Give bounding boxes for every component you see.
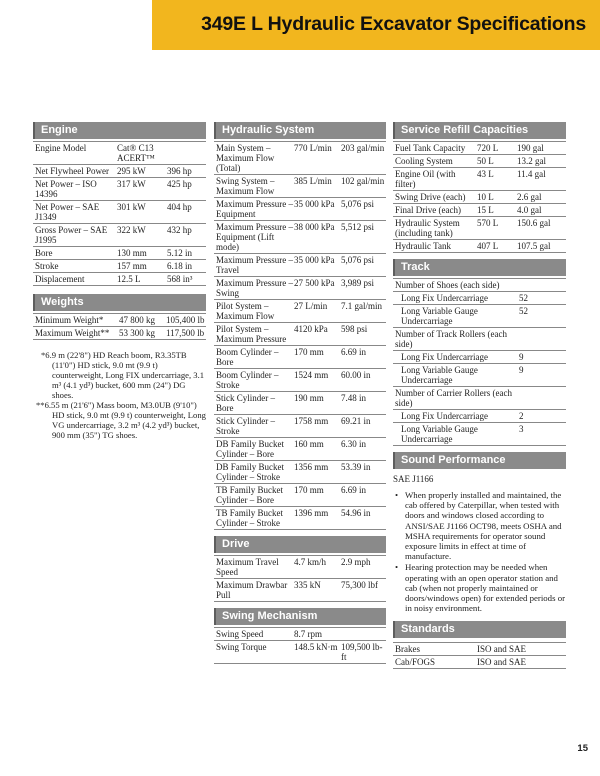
- drive-cell: Maximum Drawbar Pull: [214, 579, 294, 602]
- hydraulic-cell: Main System – Maximum Flow (Total): [214, 142, 294, 175]
- engine-cell: 322 kW: [117, 224, 167, 247]
- swing-table: [214, 627, 386, 664]
- engine-row: [33, 273, 206, 286]
- track-row: [393, 364, 566, 387]
- drive-cell: 4.7 km/h: [294, 556, 341, 579]
- refill-row: [393, 155, 566, 168]
- engine-cell: 157 mm: [117, 260, 167, 273]
- refill-cell: Hydraulic System (including tank): [393, 217, 477, 240]
- refill-cell: 50 L: [477, 155, 517, 168]
- refill-cell: 15 L: [477, 204, 517, 217]
- hydraulic-cell: 190 mm: [294, 392, 341, 415]
- engine-row: [33, 224, 206, 247]
- standards-cell: ISO and SAE: [477, 656, 566, 669]
- engine-cell: Engine Model: [33, 142, 117, 165]
- track-cell: Long Fix Undercarriage: [393, 351, 519, 364]
- weights-cell: Minimum Weight*: [33, 314, 119, 327]
- engine-cell: 295 kW: [117, 165, 167, 178]
- track-table: [393, 278, 566, 446]
- refill-cell: Hydraulic Tank: [393, 240, 477, 253]
- sound-bullets: [393, 490, 566, 613]
- track-cell: 9: [519, 364, 566, 387]
- engine-cell: Displacement: [33, 273, 117, 286]
- refill-cell: Swing Drive (each): [393, 191, 477, 204]
- hydraulic-cell: Maximum Pressure – Travel: [216, 255, 293, 275]
- engine-cell: 568 in³: [167, 273, 206, 286]
- refill-cell: 720 L: [477, 142, 517, 155]
- hydraulic-cell: 7.1 gal/min: [341, 300, 386, 323]
- hydraulic-cell: TB Family Bucket Cylinder – Bore: [214, 484, 294, 507]
- hydraulic-cell: 5,076 psi: [341, 198, 386, 221]
- refill-heading: Service Refill Capacities: [393, 122, 566, 139]
- standards-row: [393, 643, 566, 656]
- refill-cell: 570 L: [477, 217, 517, 240]
- sound-bullet-item: • Hearing protection may be needed when operating with an open operator station and cab (when not properly maintained or doors/windows open) for extended periods or in noisy environment.: [393, 562, 566, 613]
- weights-cell: 47 800 kg: [119, 314, 166, 327]
- refill-cell: 13.2 gal: [517, 155, 566, 168]
- swing-heading: Swing Mechanism: [214, 608, 386, 625]
- hydraulic-cell: 60.00 in: [341, 369, 386, 392]
- refill-cell: 190 gal: [517, 142, 566, 155]
- swing-row: [214, 628, 386, 641]
- hydraulic-row: [214, 369, 386, 392]
- track-cell: [519, 279, 566, 292]
- hydraulic-row: [214, 507, 386, 530]
- hydraulic-cell: Pilot System – Maximum Flow: [214, 300, 294, 323]
- hydraulic-row: [214, 254, 386, 277]
- engine-table: [33, 141, 206, 286]
- engine-cell: Cat® C13 ACERT™: [117, 142, 167, 165]
- refill-row: [393, 204, 566, 217]
- drive-row: [214, 579, 386, 602]
- hydraulic-cell: Stick Cylinder – Bore: [214, 392, 294, 415]
- hydraulic-cell: Boom Cylinder – Stroke: [214, 369, 294, 392]
- track-row: [393, 387, 566, 410]
- hydraulic-row: [214, 438, 386, 461]
- track-cell: Long Variable Gauge Undercarriage: [393, 423, 519, 446]
- hydraulic-row: [214, 300, 386, 323]
- track-row: [393, 328, 566, 351]
- engine-cell: Stroke: [33, 260, 117, 273]
- drive-table: [214, 555, 386, 602]
- refill-cell: Fuel Tank Capacity: [393, 142, 477, 155]
- weights-table: [33, 313, 206, 340]
- track-cell: Long Fix Undercarriage: [393, 410, 519, 423]
- hydraulic-cell: Stick Cylinder – Stroke: [214, 415, 294, 438]
- track-cell: 3: [519, 423, 566, 446]
- hydraulic-cell: 385 L/min: [294, 175, 341, 198]
- hydraulic-cell: 53.39 in: [341, 461, 386, 484]
- track-cell: 52: [519, 305, 566, 328]
- standards-cell: ISO and SAE: [477, 643, 566, 656]
- track-cell: 2: [519, 410, 566, 423]
- track-row: [393, 410, 566, 423]
- sound-bullet-item: • When properly installed and maintained, the cab offered by Caterpillar, when tested with doors and windows closed according to ANSI/SAE J1166 OCT98, meets OSHA and MSHA requirements for operator sound exposure limits in effect at time of manufacture.: [393, 490, 566, 561]
- engine-cell: Bore: [33, 247, 117, 260]
- swing-cell: [341, 628, 386, 641]
- refill-cell: 11.4 gal: [517, 168, 566, 191]
- weights-row: [33, 314, 206, 327]
- track-row: [393, 423, 566, 446]
- track-cell: Long Variable Gauge Undercarriage: [393, 305, 519, 328]
- hydraulic-cell: Maximum Pressure – Equipment (Lift mode): [216, 222, 293, 252]
- track-row: [393, 292, 566, 305]
- hydraulic-cell: Maximum Pressure – Swing: [216, 278, 293, 298]
- hydraulic-row: [214, 175, 386, 198]
- hydraulic-cell: 3,989 psi: [341, 277, 386, 300]
- hydraulic-cell: Maximum Pressure – Equipment: [216, 199, 293, 219]
- engine-row: [33, 247, 206, 260]
- engine-cell: 396 hp: [167, 165, 206, 178]
- engine-cell: Net Flywheel Power: [33, 165, 117, 178]
- hydraulic-cell: 27 L/min: [294, 300, 341, 323]
- drive-row: [214, 556, 386, 579]
- refill-cell: Final Drive (each): [393, 204, 477, 217]
- swing-cell: Swing Torque: [214, 641, 294, 664]
- engine-cell: 301 kW: [117, 201, 167, 224]
- refill-cell: Engine Oil (with filter): [393, 168, 477, 191]
- hydraulic-cell: 35 000 kPa: [294, 198, 341, 221]
- hydraulic-cell: 770 L/min: [294, 142, 341, 175]
- engine-row: [33, 178, 206, 201]
- hydraulic-cell: DB Family Bucket Cylinder – Bore: [214, 438, 294, 461]
- hydraulic-row: [214, 142, 386, 175]
- hydraulic-row: [214, 277, 386, 300]
- hydraulic-cell: TB Family Bucket Cylinder – Stroke: [214, 507, 294, 530]
- standards-cell: Cab/FOGS: [393, 656, 477, 669]
- refill-cell: 43 L: [477, 168, 517, 191]
- track-row: [393, 279, 566, 292]
- refill-row: [393, 191, 566, 204]
- track-cell: 52: [519, 292, 566, 305]
- hydraulic-cell: Pilot System – Maximum Pressure: [214, 323, 294, 346]
- hydraulic-cell: 4120 kPa: [294, 323, 341, 346]
- hydraulic-cell: 1524 mm: [294, 369, 341, 392]
- weights-heading: Weights: [33, 294, 206, 311]
- hydraulic-cell: 27 500 kPa: [294, 277, 341, 300]
- weights-cell: 105,400 lb: [166, 315, 205, 325]
- weights-note-1: *6.9 m (22'8") HD Reach boom, R3.35TB (11'0") HD stick, 9.0 mt (9.9 t) counterweight, Long FIX undercarriage, 3.1 m³ (4.1 yd³) bucket, 600 mm (24") DG shoes.: [41, 350, 205, 400]
- page-title: 349E L Hydraulic Excavator Specifications: [201, 13, 586, 35]
- swing-row: [214, 641, 386, 664]
- track-cell: [519, 328, 566, 351]
- hydraulic-cell: 102 gal/min: [341, 175, 386, 198]
- refill-cell: 10 L: [477, 191, 517, 204]
- track-cell: 9: [519, 351, 566, 364]
- track-heading: Track: [393, 259, 566, 276]
- refill-cell: Cooling System: [393, 155, 477, 168]
- engine-cell: 6.18 in: [167, 260, 206, 273]
- drive-cell: 2.9 mph: [341, 556, 386, 579]
- hydraulic-row: [214, 415, 386, 438]
- track-cell: [519, 387, 566, 410]
- weights-cell: 117,500 lb: [166, 328, 205, 338]
- hydraulic-cell: 1396 mm: [294, 507, 341, 530]
- column-left: [33, 122, 206, 440]
- weights-note-2: **6.55 m (21'6") Mass boom, M3.0UB (9'10") HD stick, 9.0 mt (9.9 t) counterweight, Long VG undercarriage, 3.2 m³ (4.2 yd³) bucket, 900 mm (35") TG shoes.: [36, 400, 206, 440]
- drive-heading: Drive: [214, 536, 386, 553]
- drive-cell: Maximum Travel Speed: [214, 556, 294, 579]
- hydraulic-cell: 7.48 in: [341, 392, 386, 415]
- engine-cell: 404 hp: [167, 201, 206, 224]
- column-right: [393, 122, 566, 669]
- refill-table: [393, 141, 566, 253]
- hydraulic-row: [214, 221, 386, 254]
- weights-notes: [33, 350, 206, 440]
- hydraulic-cell: DB Family Bucket Cylinder – Stroke: [214, 461, 294, 484]
- standards-row: [393, 656, 566, 669]
- column-middle: [214, 122, 386, 664]
- engine-row: [33, 165, 206, 178]
- refill-row: [393, 240, 566, 253]
- standards-table: [393, 642, 566, 669]
- hydraulic-heading: Hydraulic System: [214, 122, 386, 139]
- hydraulic-row: [214, 198, 386, 221]
- refill-cell: 407 L: [477, 240, 517, 253]
- hydraulic-cell: 35 000 kPa: [294, 254, 341, 277]
- engine-cell: 5.12 in: [167, 247, 206, 260]
- weights-row: [33, 327, 206, 340]
- hydraulic-cell: 5,512 psi: [341, 221, 386, 254]
- hydraulic-row: [214, 392, 386, 415]
- engine-cell: 12.5 L: [117, 273, 167, 286]
- sound-heading: Sound Performance: [393, 452, 566, 469]
- engine-row: [33, 142, 206, 165]
- engine-row: [33, 260, 206, 273]
- swing-cell: 148.5 kN·m: [294, 641, 341, 664]
- engine-cell: Net Power – SAE J1349: [33, 201, 117, 224]
- engine-heading: Engine: [33, 122, 206, 139]
- standards-heading: Standards: [393, 621, 566, 638]
- track-row: [393, 351, 566, 364]
- title-band: [152, 0, 600, 50]
- engine-cell: 317 kW: [117, 178, 167, 201]
- hydraulic-cell: Boom Cylinder – Bore: [214, 346, 294, 369]
- refill-cell: 107.5 gal: [517, 240, 566, 253]
- weights-cell: 53 300 kg: [119, 327, 166, 340]
- hydraulic-row: [214, 461, 386, 484]
- hydraulic-row: [214, 484, 386, 507]
- hydraulic-cell: 160 mm: [294, 438, 341, 461]
- track-cell: Number of Shoes (each side): [393, 279, 519, 292]
- page-number: 15: [577, 743, 588, 754]
- refill-row: [393, 168, 566, 191]
- engine-cell: 425 hp: [167, 178, 206, 201]
- hydraulic-cell: 6.30 in: [341, 438, 386, 461]
- engine-cell: 130 mm: [117, 247, 167, 260]
- swing-cell: 8.7 rpm: [294, 628, 341, 641]
- swing-cell: Swing Speed: [214, 628, 294, 641]
- hydraulic-row: [214, 323, 386, 346]
- hydraulic-cell: 38 000 kPa: [294, 221, 341, 254]
- hydraulic-cell: 5,076 psi: [341, 254, 386, 277]
- track-row: [393, 305, 566, 328]
- hydraulic-cell: 54.96 in: [341, 507, 386, 530]
- engine-cell: [167, 142, 206, 165]
- standards-cell: Brakes: [393, 643, 477, 656]
- hydraulic-cell: 203 gal/min: [341, 142, 386, 175]
- refill-row: [393, 217, 566, 240]
- hydraulic-cell: 6.69 in: [341, 484, 386, 507]
- hydraulic-cell: 6.69 in: [341, 346, 386, 369]
- hydraulic-cell: 69.21 in: [341, 415, 386, 438]
- swing-cell: 109,500 lb-ft: [341, 641, 386, 664]
- engine-cell: Net Power – ISO 14396: [33, 178, 117, 201]
- track-cell: Number of Carrier Rollers (each side): [393, 387, 519, 410]
- drive-cell: 335 kN: [294, 579, 341, 602]
- refill-row: [393, 142, 566, 155]
- refill-cell: 4.0 gal: [517, 204, 566, 217]
- weights-cell: Maximum Weight**: [33, 327, 119, 340]
- hydraulic-cell: 598 psi: [341, 323, 386, 346]
- engine-row: [33, 201, 206, 224]
- hydraulic-cell: 1758 mm: [294, 415, 341, 438]
- hydraulic-cell: 170 mm: [294, 346, 341, 369]
- hydraulic-table: [214, 141, 386, 530]
- track-cell: Long Fix Undercarriage: [393, 292, 519, 305]
- sound-standard: SAE J1166: [393, 474, 434, 484]
- track-cell: Number of Track Rollers (each side): [393, 328, 519, 351]
- refill-cell: 150.6 gal: [517, 217, 566, 240]
- drive-cell: 75,300 lbf: [341, 579, 386, 602]
- engine-cell: Gross Power – SAE J1995: [33, 224, 117, 247]
- engine-cell: 432 hp: [167, 224, 206, 247]
- hydraulic-cell: Swing System – Maximum Flow: [214, 175, 294, 198]
- hydraulic-cell: 1356 mm: [294, 461, 341, 484]
- refill-cell: 2.6 gal: [517, 191, 566, 204]
- hydraulic-row: [214, 346, 386, 369]
- hydraulic-cell: 170 mm: [294, 484, 341, 507]
- track-cell: Long Variable Gauge Undercarriage: [393, 364, 519, 387]
